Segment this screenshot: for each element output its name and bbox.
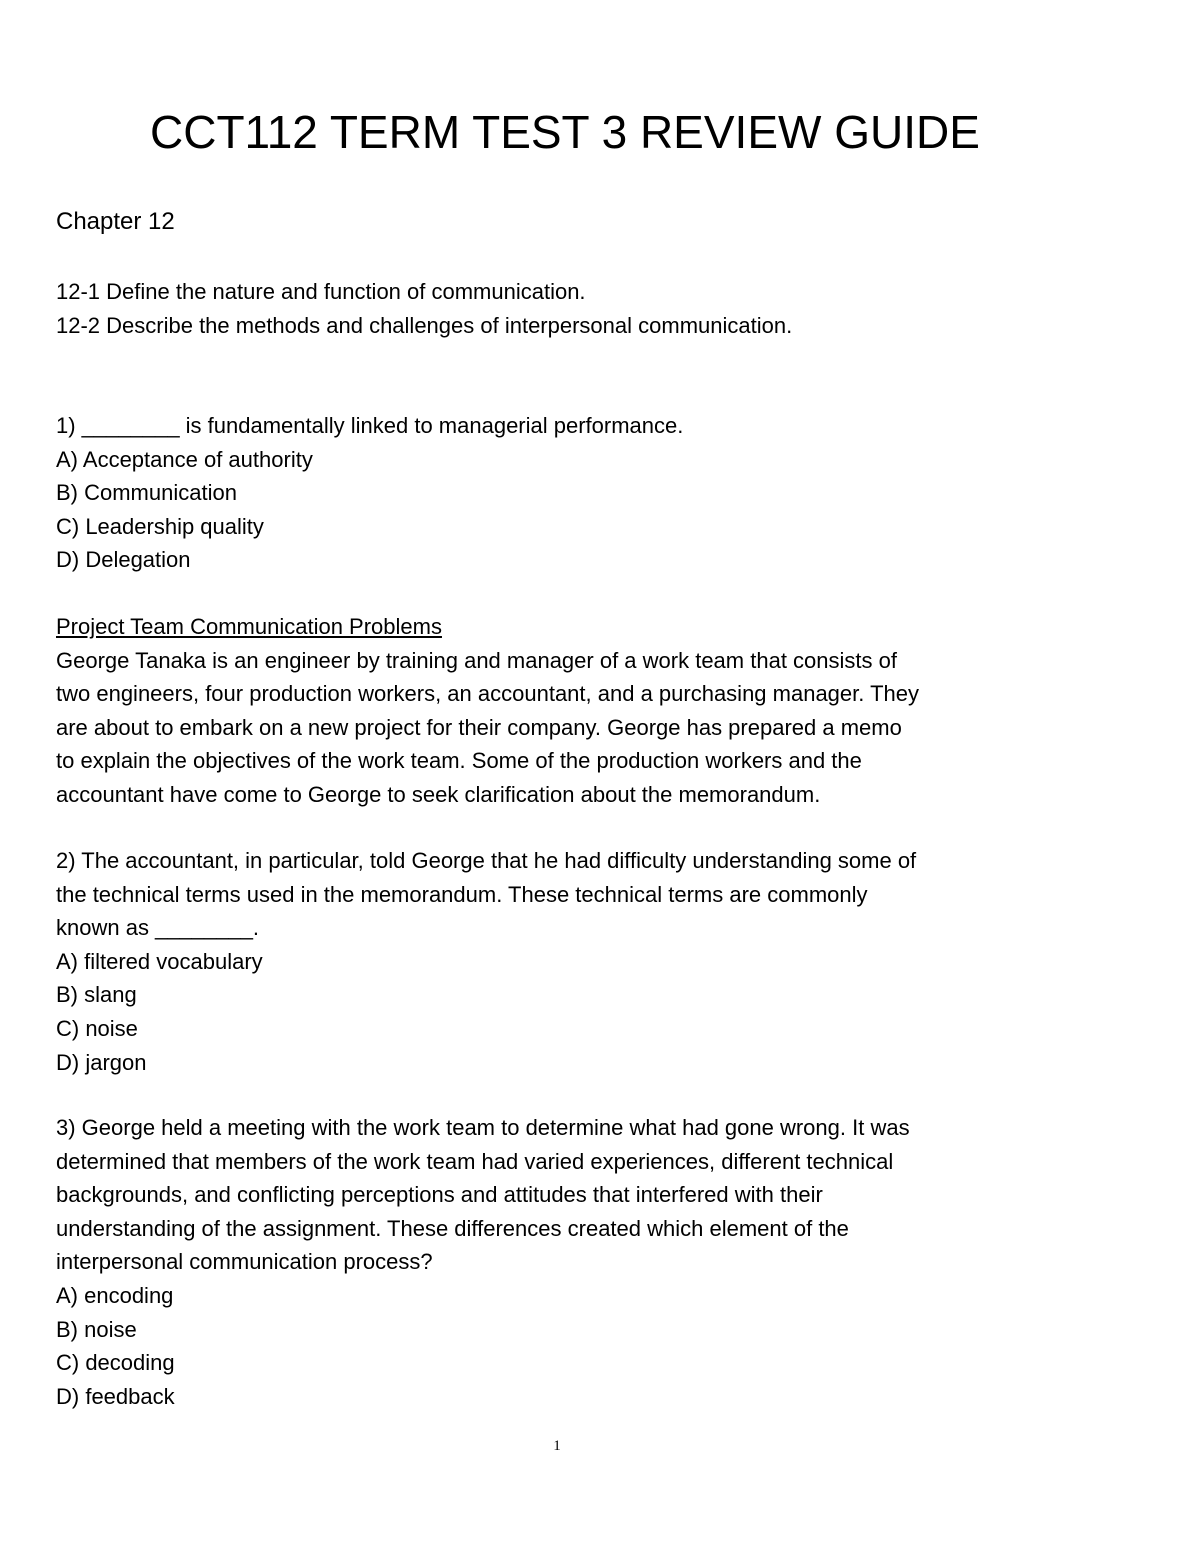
chapter-heading: Chapter 12 [56, 208, 175, 235]
objective-line: 12-2 Describe the methods and challenges of interpersonal communication. [56, 312, 793, 338]
question-stem: the technical terms used in the memorandum. These technical terms are commonly [56, 881, 868, 907]
question-1 [56, 409, 1066, 577]
question-stem: backgrounds, and conflicting perceptions and attitudes that interfered with their [56, 1182, 823, 1208]
case-text-line: George Tanaka is an engineer by training and manager of a work team that consists of [56, 647, 897, 673]
answer-option: C) Leadership quality [56, 513, 264, 539]
question-stem: interpersonal communication process? [56, 1249, 433, 1275]
answer-option: A) Acceptance of authority [56, 446, 313, 472]
question-stem: 1) ________ is fundamentally linked to managerial performance. [56, 413, 684, 438]
question-stem: determined that members of the work team had varied experiences, different technical [56, 1148, 894, 1174]
page-title: CCT112 TERM TEST 3 REVIEW GUIDE [150, 106, 980, 158]
question-stem: 2) The accountant, in particular, told George that he had difficulty understanding some of [56, 848, 917, 873]
answer-option: B) slang [56, 982, 137, 1008]
answer-option: A) encoding [56, 1282, 174, 1308]
case-text-line: accountant have come to George to seek clarification about the memorandum. [56, 781, 821, 807]
answer-option: B) Communication [56, 480, 237, 506]
case-heading: Project Team Communication Problems [56, 614, 442, 639]
question-2 [56, 844, 1066, 1079]
question-3 [56, 1111, 1066, 1413]
answer-option: D) feedback [56, 1383, 175, 1409]
answer-option: C) noise [56, 1015, 138, 1041]
answer-option: D) jargon [56, 1049, 147, 1075]
page-number: 1 [553, 1438, 561, 1454]
answer-option: B) noise [56, 1316, 137, 1342]
question-stem: known as ________. [56, 915, 260, 941]
question-stem: understanding of the assignment. These differences created which element of the [56, 1215, 849, 1241]
case-text-line: to explain the objectives of the work team. Some of the production workers and the [56, 748, 862, 774]
objective-line: 12-1 Define the nature and function of communication. [56, 279, 586, 304]
case-text-line: two engineers, four production workers, an accountant, and a purchasing manager. They [56, 681, 920, 707]
case-text-line: are about to embark on a new project for their company. George has prepared a memo [56, 714, 902, 740]
answer-option: A) filtered vocabulary [56, 948, 263, 974]
learning-objectives [56, 275, 1066, 342]
case-scenario [56, 610, 1066, 812]
question-stem: 3) George held a meeting with the work team to determine what had gone wrong. It was [56, 1115, 910, 1140]
answer-option: D) Delegation [56, 547, 191, 573]
answer-option: C) decoding [56, 1350, 175, 1376]
